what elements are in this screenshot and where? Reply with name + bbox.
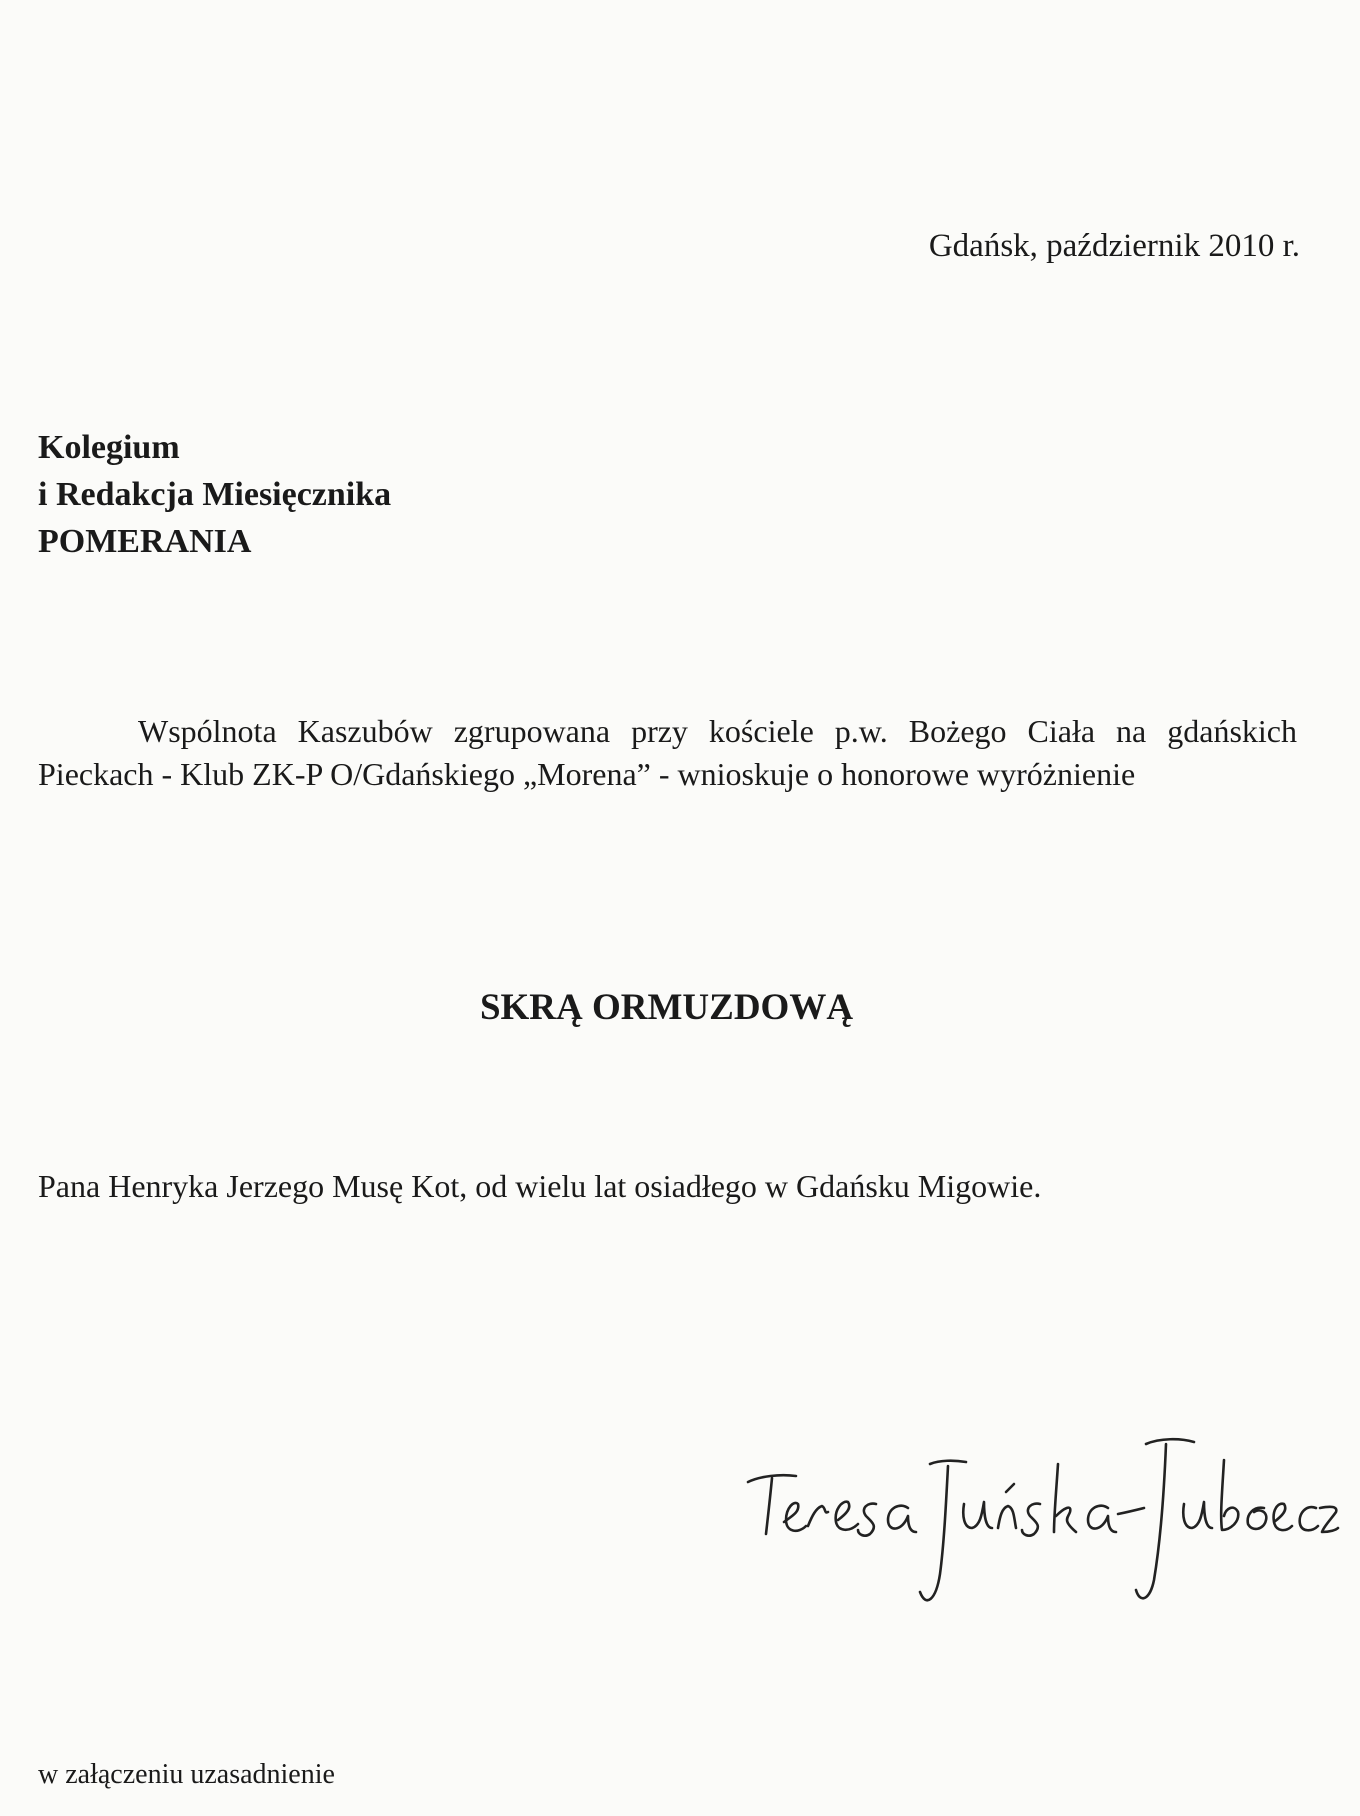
award-title: SKRĄ ORMUZDOWĄ — [479, 987, 854, 1028]
recipient-line-3: POMERANIA — [38, 523, 252, 560]
recipient-block — [38, 424, 391, 565]
nominee-line: Pana Henryka Jerzego Musę Kot, od wielu lat osiadłego w Gdańsku Migowie. — [38, 1168, 1042, 1204]
enclosure-note: w załączeniu uzasadnienie — [38, 1759, 335, 1790]
recipient-line-2: i Redakcja Miesięcznika — [38, 476, 392, 513]
handwritten-signature — [740, 1404, 1340, 1654]
recipient-line-1: Kolegium — [38, 429, 180, 466]
date-line: Gdańsk, październik 2010 r. — [928, 228, 1300, 264]
body-paragraph: Wspólnota Kaszubów zgrupowana przy kościele p.w. Bożego Ciała na gdańskich Pieckach - Klub ZK-P O/Gdańskiego „Morena” - wnioskuje o honorowe wyróżnienie — [38, 713, 1297, 792]
